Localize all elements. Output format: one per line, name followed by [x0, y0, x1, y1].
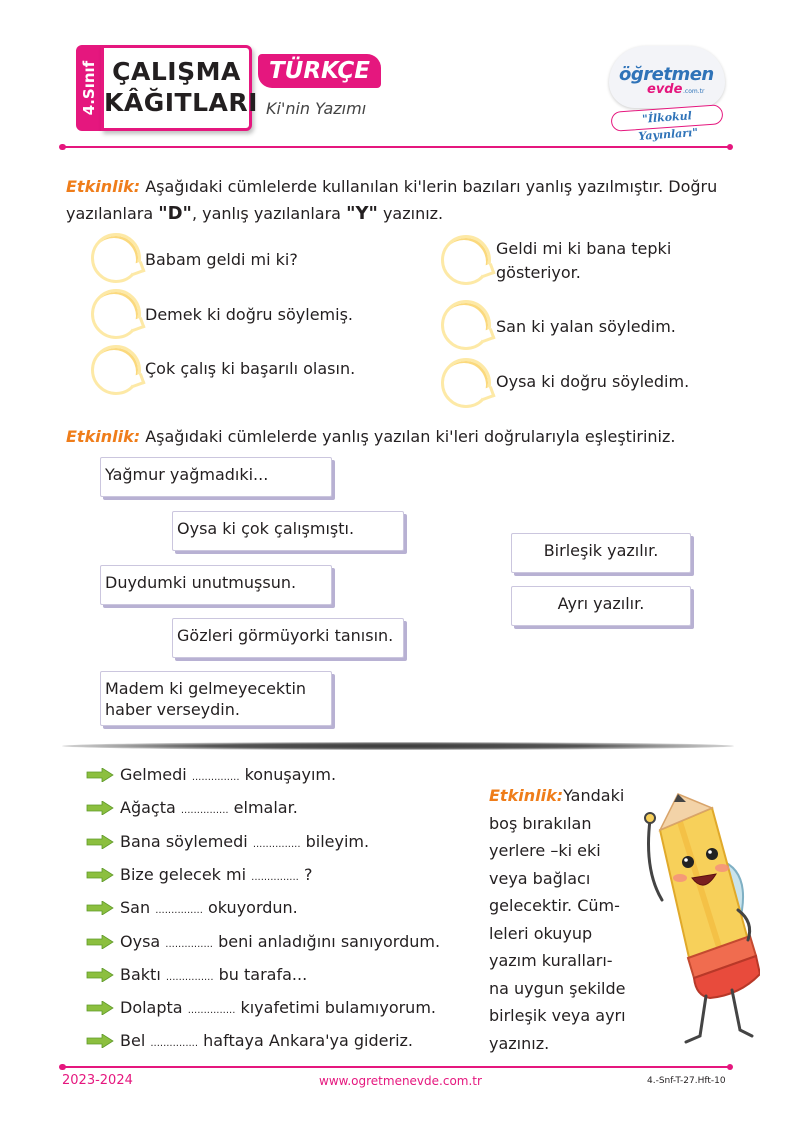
- blank-dots[interactable]: ...............: [180, 805, 229, 817]
- answer-circle[interactable]: [441, 358, 491, 408]
- blank-dots[interactable]: ...............: [165, 971, 214, 983]
- sentence-end: ?: [303, 864, 313, 884]
- sentence-start: Baktı: [120, 964, 161, 984]
- fill-in-sentence: [120, 997, 436, 1022]
- answer-circle[interactable]: [91, 289, 141, 339]
- sentence-start: Oysa: [120, 931, 161, 951]
- match-box-left-2-text: Oysa ki çok çalışmıştı.: [177, 519, 355, 538]
- section3-instruction-line: yerlere –ki eki: [489, 841, 601, 860]
- rule-dot-right: [727, 144, 734, 151]
- match-box-left-3-text: Duydumki unutmuşsun.: [105, 573, 297, 592]
- match-box-right-1-text: Birleşik yazılır.: [543, 541, 659, 560]
- section-divider: [62, 742, 734, 750]
- blank-dots[interactable]: ...............: [252, 838, 301, 850]
- title-line2: KÂĞITLARI: [104, 88, 258, 117]
- green-arrow-icon: [86, 935, 114, 949]
- mark-d: "D": [158, 203, 192, 224]
- statement-left-1: Babam geldi mi ki?: [145, 250, 298, 269]
- match-box-right-1[interactable]: [511, 533, 691, 573]
- match-box-left-1[interactable]: [100, 457, 332, 497]
- blank-dots[interactable]: ...............: [251, 871, 299, 883]
- logo-tagline: "İlkokul Yayınları": [610, 104, 723, 132]
- match-box-right-2-text: Ayrı yazılır.: [557, 594, 645, 613]
- footer-year: 2023-2024: [62, 1073, 133, 1088]
- answer-circle[interactable]: [91, 233, 141, 283]
- fill-in-sentence: [120, 831, 369, 856]
- section3-instruction-line: yazınız.: [489, 1033, 550, 1053]
- footer-rule: [62, 1066, 730, 1068]
- section2-instruction: [66, 423, 730, 450]
- subject-badge: TÜRKÇE: [258, 54, 381, 88]
- match-box-left-1-text: Yağmur yağmadıki...: [105, 465, 269, 484]
- section1-instruction-line1: Aşağıdaki cümlelerde kullanılan ki'lerin bazıları yanlış yazılmıştır. Doğru: [145, 177, 718, 196]
- match-box-left-5[interactable]: [100, 671, 332, 726]
- section3-instruction-line: yazım kuralları-: [489, 951, 613, 970]
- sentence-end: bileyim.: [305, 831, 370, 851]
- green-arrow-icon: [86, 1034, 114, 1048]
- section3-instruction-line-0: Yandaki: [563, 786, 625, 805]
- sentence-start: Dolapta: [120, 998, 183, 1018]
- logo-domain: .com.tr: [683, 88, 705, 95]
- match-box-right-2[interactable]: [511, 586, 691, 626]
- match-box-left-4-text: Gözleri görmüyorki tanısın.: [177, 626, 394, 645]
- statement-right-1: [496, 237, 671, 285]
- section3-instruction-line: veya bağlacı: [489, 868, 591, 888]
- section3-instruction-line: birleşik veya ayrı: [489, 1006, 626, 1025]
- section3-instruction-line: boş bırakılan: [489, 813, 592, 833]
- section3-instruction-lines: [489, 810, 631, 1058]
- blank-dots[interactable]: ...............: [155, 905, 203, 917]
- green-arrow-icon: [86, 901, 114, 915]
- statement-right-3: Oysa ki doğru söyledim.: [496, 372, 690, 391]
- footer-url[interactable]: www.ogretmenevde.com.tr: [319, 1074, 482, 1088]
- statement-right-2: San ki yalan söyledim.: [496, 317, 676, 336]
- section3-instruction: [489, 782, 631, 1057]
- mark-y: "Y": [346, 203, 378, 224]
- green-arrow-icon: [86, 868, 114, 882]
- green-arrow-icon: [86, 768, 114, 782]
- sentence-end: haftaya Ankara'ya gideriz.: [203, 1031, 413, 1051]
- publisher-logo: [605, 42, 731, 144]
- fill-in-sentence: [120, 864, 312, 889]
- blank-dots[interactable]: ...............: [150, 1038, 199, 1050]
- sentence-end: konuşayım.: [244, 765, 337, 784]
- fill-in-sentence: [120, 1030, 413, 1055]
- sentence-start: Bel: [120, 1031, 146, 1051]
- sentence-end: bu tarafa...: [218, 964, 308, 984]
- section1-instruction-post: yazınız.: [377, 204, 444, 223]
- header-rule: [62, 146, 730, 148]
- rule-dot-left: [59, 144, 66, 151]
- pencil-mascot-illustration: [620, 790, 760, 1052]
- fill-in-sentence: [120, 897, 298, 922]
- sentence-start: Bize gelecek mi: [120, 864, 247, 884]
- green-arrow-icon: [86, 835, 114, 849]
- green-arrow-icon: [86, 968, 114, 982]
- fill-in-sentence: [120, 931, 440, 956]
- sentence-end: beni anladığını sanıyordum.: [218, 931, 441, 951]
- rule-dot-left: [59, 1064, 66, 1071]
- sentence-start: San: [120, 898, 151, 918]
- section1-label: Etkinlik:: [66, 177, 141, 196]
- sentence-start: Bana söylemedi: [120, 831, 248, 851]
- fill-in-sentence: [120, 764, 336, 789]
- sentence-start: Gelmedi: [120, 765, 187, 784]
- statement-left-3: Çok çalış ki başarılı olasın.: [145, 359, 356, 378]
- logo-brand-part1: öğretmen: [619, 64, 714, 85]
- statement-left-2: Demek ki doğru söylemiş.: [145, 305, 353, 324]
- section1-instruction-pre: yazılanlara: [66, 204, 159, 223]
- grade-tab: [76, 45, 102, 131]
- footer-code: 4.-Snf-T-27.Hft-10: [647, 1076, 726, 1086]
- rule-dot-right: [727, 1064, 734, 1071]
- match-box-left-3[interactable]: [100, 565, 332, 605]
- match-box-left-2[interactable]: [172, 511, 404, 551]
- match-box-left-4[interactable]: [172, 618, 404, 658]
- answer-circle[interactable]: [441, 235, 491, 285]
- section1-instruction-mid: , yanlış yazılanlara: [191, 204, 347, 223]
- section2-instruction-text: Aşağıdaki cümlelerde yanlış yazılan ki'leri doğrularıyla eşleştiriniz.: [145, 427, 676, 446]
- statement-right-1-line1: Geldi mi ki bana tepki: [496, 239, 672, 258]
- title-line1: ÇALIŞMA: [112, 57, 241, 86]
- blank-dots[interactable]: ...............: [191, 772, 240, 783]
- fill-in-sentence: [120, 964, 307, 989]
- statement-right-1-line2: gösteriyor.: [496, 263, 581, 282]
- sentence-end: okuyordun.: [207, 898, 298, 918]
- section1-instruction: [66, 173, 730, 227]
- section3-instruction-line: na uygun şekilde: [489, 978, 626, 998]
- section3-label: Etkinlik:: [489, 786, 564, 805]
- blank-dots[interactable]: ...............: [187, 1005, 236, 1017]
- grade-label: 4.Sınıf: [80, 60, 98, 116]
- section3-instruction-line: leleri okuyup: [489, 923, 593, 943]
- answer-circle[interactable]: [441, 300, 491, 350]
- sentence-end: kıyafetimi bulamıyorum.: [240, 998, 436, 1018]
- green-arrow-icon: [86, 801, 114, 815]
- sentence-end: elmalar.: [233, 798, 298, 818]
- section3-instruction-line: gelecektir. Cüm-: [489, 896, 620, 915]
- section2-label: Etkinlik:: [66, 427, 141, 446]
- match-box-left-5-line2: haber verseydin.: [105, 700, 240, 719]
- title-box: [101, 45, 258, 131]
- green-arrow-icon: [86, 1001, 114, 1015]
- sentence-start: Ağaçta: [120, 798, 176, 818]
- logo-brand-part2: evde: [647, 82, 683, 97]
- topic-subtitle: Ki'nin Yazımı: [266, 99, 367, 118]
- answer-circle[interactable]: [91, 345, 141, 395]
- fill-in-sentence: [120, 797, 298, 822]
- match-box-left-5-line1: Madem ki gelmeyecektin: [105, 679, 307, 698]
- blank-dots[interactable]: ...............: [165, 938, 213, 950]
